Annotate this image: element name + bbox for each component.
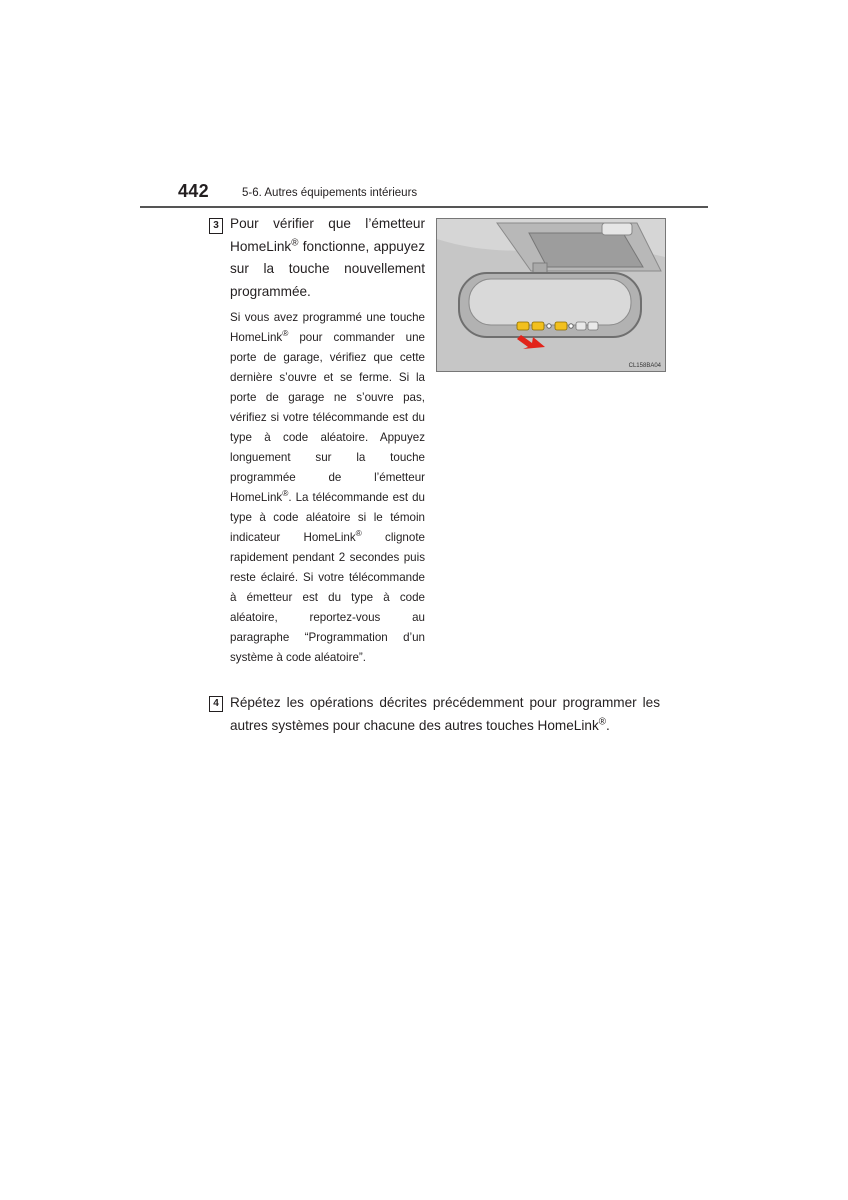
step-4-text-a: Répétez les opérations décrites précédemment pour programmer les autres systèmes pour chacune des autres touches HomeLink <box>230 695 660 733</box>
header-rule <box>140 206 708 208</box>
registered-mark: ® <box>282 328 289 339</box>
step-3-text-a: Pour vérifier que l’émetteur HomeLink <box>230 216 425 254</box>
step-3-badge: 3 <box>209 218 223 234</box>
step-4-badge: 4 <box>209 696 223 712</box>
step-3-text-b: fonctionne, appuyez sur la touche nouvellement programmée. <box>230 238 425 299</box>
note-text-a: Si vous avez programmé une touche HomeLink <box>230 311 425 344</box>
registered-mark: ® <box>355 528 362 539</box>
figure-code: CL158BA04 <box>628 363 661 369</box>
mirror-figure <box>436 218 666 372</box>
step-4-text-b: . <box>605 717 610 733</box>
step-3-text <box>230 213 425 303</box>
step-4-text <box>230 692 660 737</box>
note-text-b: pour commander une porte de garage, vérifiez que cette dernière s’ouvre et se ferme. Si la porte de garage ne s’ouvre pas, vérifiez si votre télécommande est du type à code aléatoire. Appuyez longuement sur la touche programmée de l’émetteur HomeLink <box>230 331 425 504</box>
section-title: 5-6. Autres équipements intérieurs <box>242 187 418 199</box>
note-paragraph <box>230 308 425 668</box>
note-text-c: . La télécommande est du type à code aléatoire si le témoin indicateur HomeLink <box>230 491 425 544</box>
registered-mark: ® <box>282 488 289 499</box>
rearview-mirror-illustration <box>437 219 665 371</box>
note-text-d: clignote rapidement pendant 2 secondes puis reste éclairé. Si votre télécommande à émetteur est du type à code aléatoire, reportez-vous au paragraphe “Programmation d’un système à code aléatoire”. <box>230 531 425 664</box>
page-number: 442 <box>178 181 209 201</box>
registered-mark: ® <box>598 715 606 727</box>
registered-mark: ® <box>291 236 299 248</box>
